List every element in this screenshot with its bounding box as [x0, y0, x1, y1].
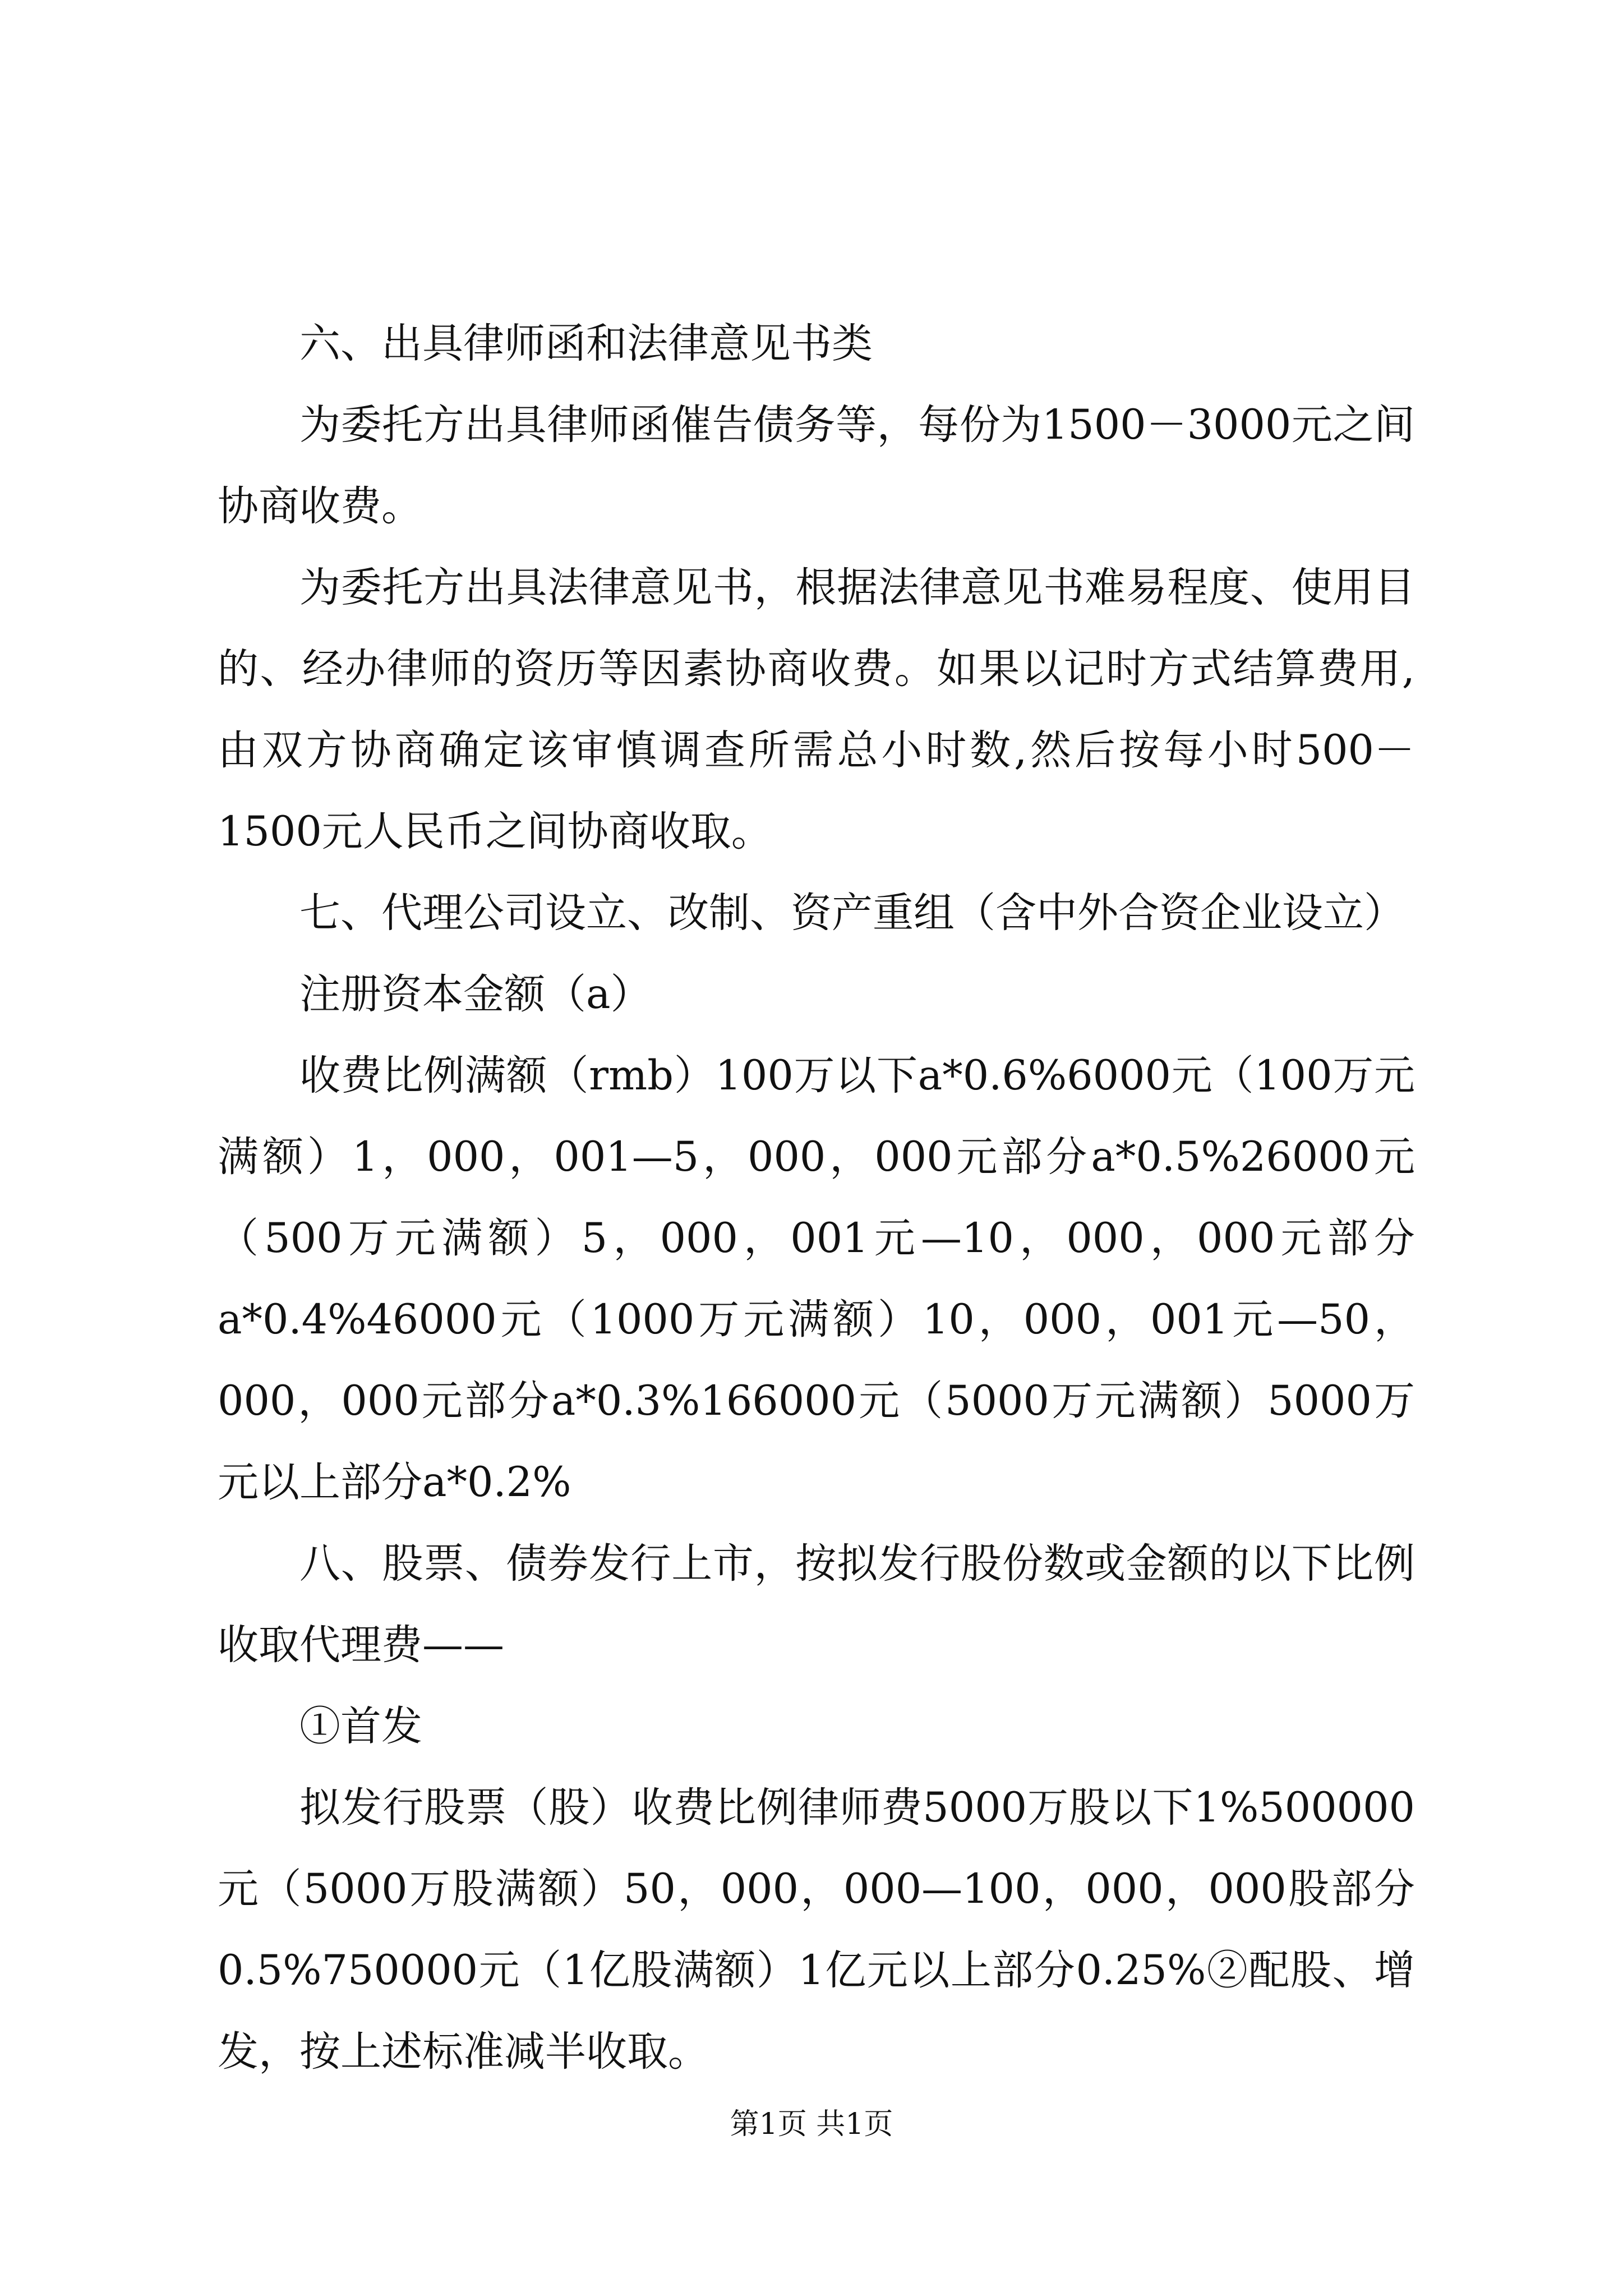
paragraph: 收费比例满额（rmb）100万以下a*0.6%6000元（100万元满额）1，000，001—5，000，000元部分a*0.5%26000元（500万元满额）5，000，001元—10，000，000元部分a*0.4%46000元（1000万元满额）10，000，001元—50，000，000元部分a*0.3%166000元（5000万元满额）5000万元以上部分a*0.2% [218, 1052, 1415, 1506]
document-body [218, 303, 1415, 2092]
section-heading: 七、代理公司设立、改制、资产重组（含中外合资企业设立） [299, 889, 1405, 937]
paragraph: 拟发行股票（股）收费比例律师费5000万股以下1%500000元（5000万股满额）50，000，000—100，000，000股部分0.5%750000元（1亿股满额）1亿元以上部分0.25%②配股、增发，按上述标准减半收取。 [218, 1784, 1415, 2076]
paragraph: 为委托方出具律师函催告债务等，每份为1500－3000元之间协商收费。 [218, 401, 1415, 530]
paragraph: 为委托方出具法律意见书，根据法律意见书难易程度、使用目的、经办律师的资历等因素协商收费。如果以记时方式结算费用,由双方协商确定该审慎调查所需总小时数,然后按每小时500－1500元人民币之间协商收取。 [218, 564, 1415, 855]
section-heading: 六、出具律师函和法律意见书类 [299, 320, 873, 367]
paragraph: 注册资本金额（a） [299, 970, 652, 1018]
page-footer: 第1页 共1页 [730, 2108, 893, 2141]
section-heading: 八、股票、债券发行上市，按拟发行股份数或金额的以下比例收取代理费—— [218, 1540, 1415, 1669]
paragraph: ①首发 [299, 1703, 422, 1750]
